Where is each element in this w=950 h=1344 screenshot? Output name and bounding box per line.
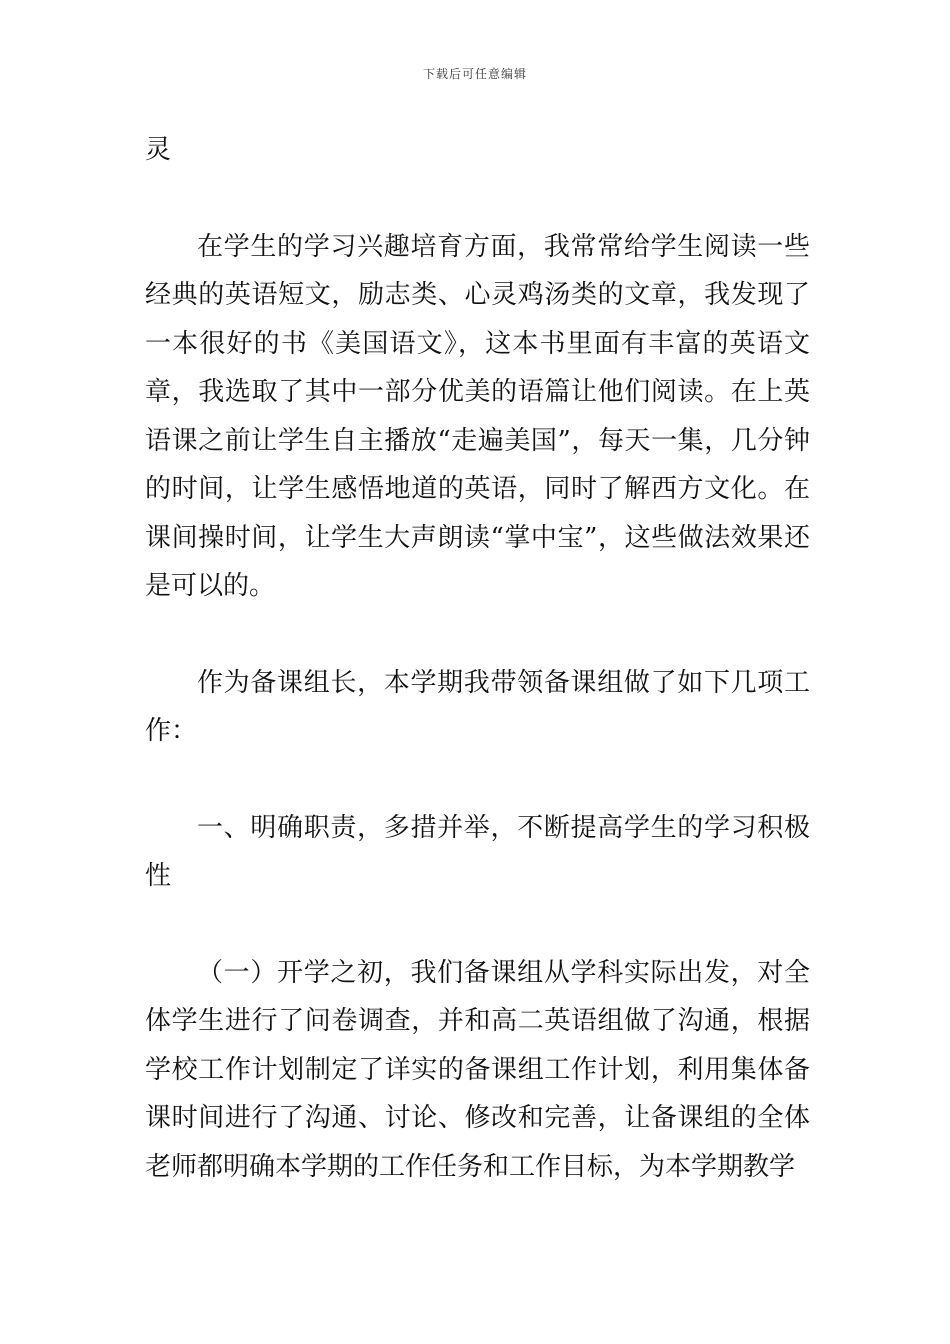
page-header: 下载后可任意编辑	[422, 67, 527, 81]
section-heading-one: 一、明确职责，多措并举，不断提高学生的学习积极性	[145, 812, 810, 891]
paragraph-interest-cultivation: 在学生的学习兴趣培育方面，我常常给学生阅读一些经典的英语短文，励志类、心灵鸡汤类的文章，我发现了一本很好的书《美国语文》，这本书里面有丰富的英语文章，我选取了其中一部分优美的语篇让他们阅读。在上英语课之前让学生自主播放“走遍美国”，每天一集，几分钟的时间，让学生感悟地道的英语，同时了解西方文化。在课间操时间，让学生大声朗读“掌中宝”，这些做法效果还是可以的。	[145, 231, 810, 601]
document-body	[145, 126, 810, 1191]
paragraph-continuation: 灵	[145, 135, 172, 165]
paragraph-group-leader-work: 作为备课组长，本学期我带领备课组做了如下几项工作：	[145, 667, 810, 746]
paragraph-item-one: （一）开学之初，我们备课组从学科实际出发，对全体学生进行了问卷调查，并和高二英语组做了沟通，根据学校工作计划制定了详实的备课组工作计划，利用集体备课时间进行了沟通、讨论、修改和完善，让备课组的全体老师都明确本学期的工作任务和工作目标，为本学期教学	[145, 957, 810, 1182]
